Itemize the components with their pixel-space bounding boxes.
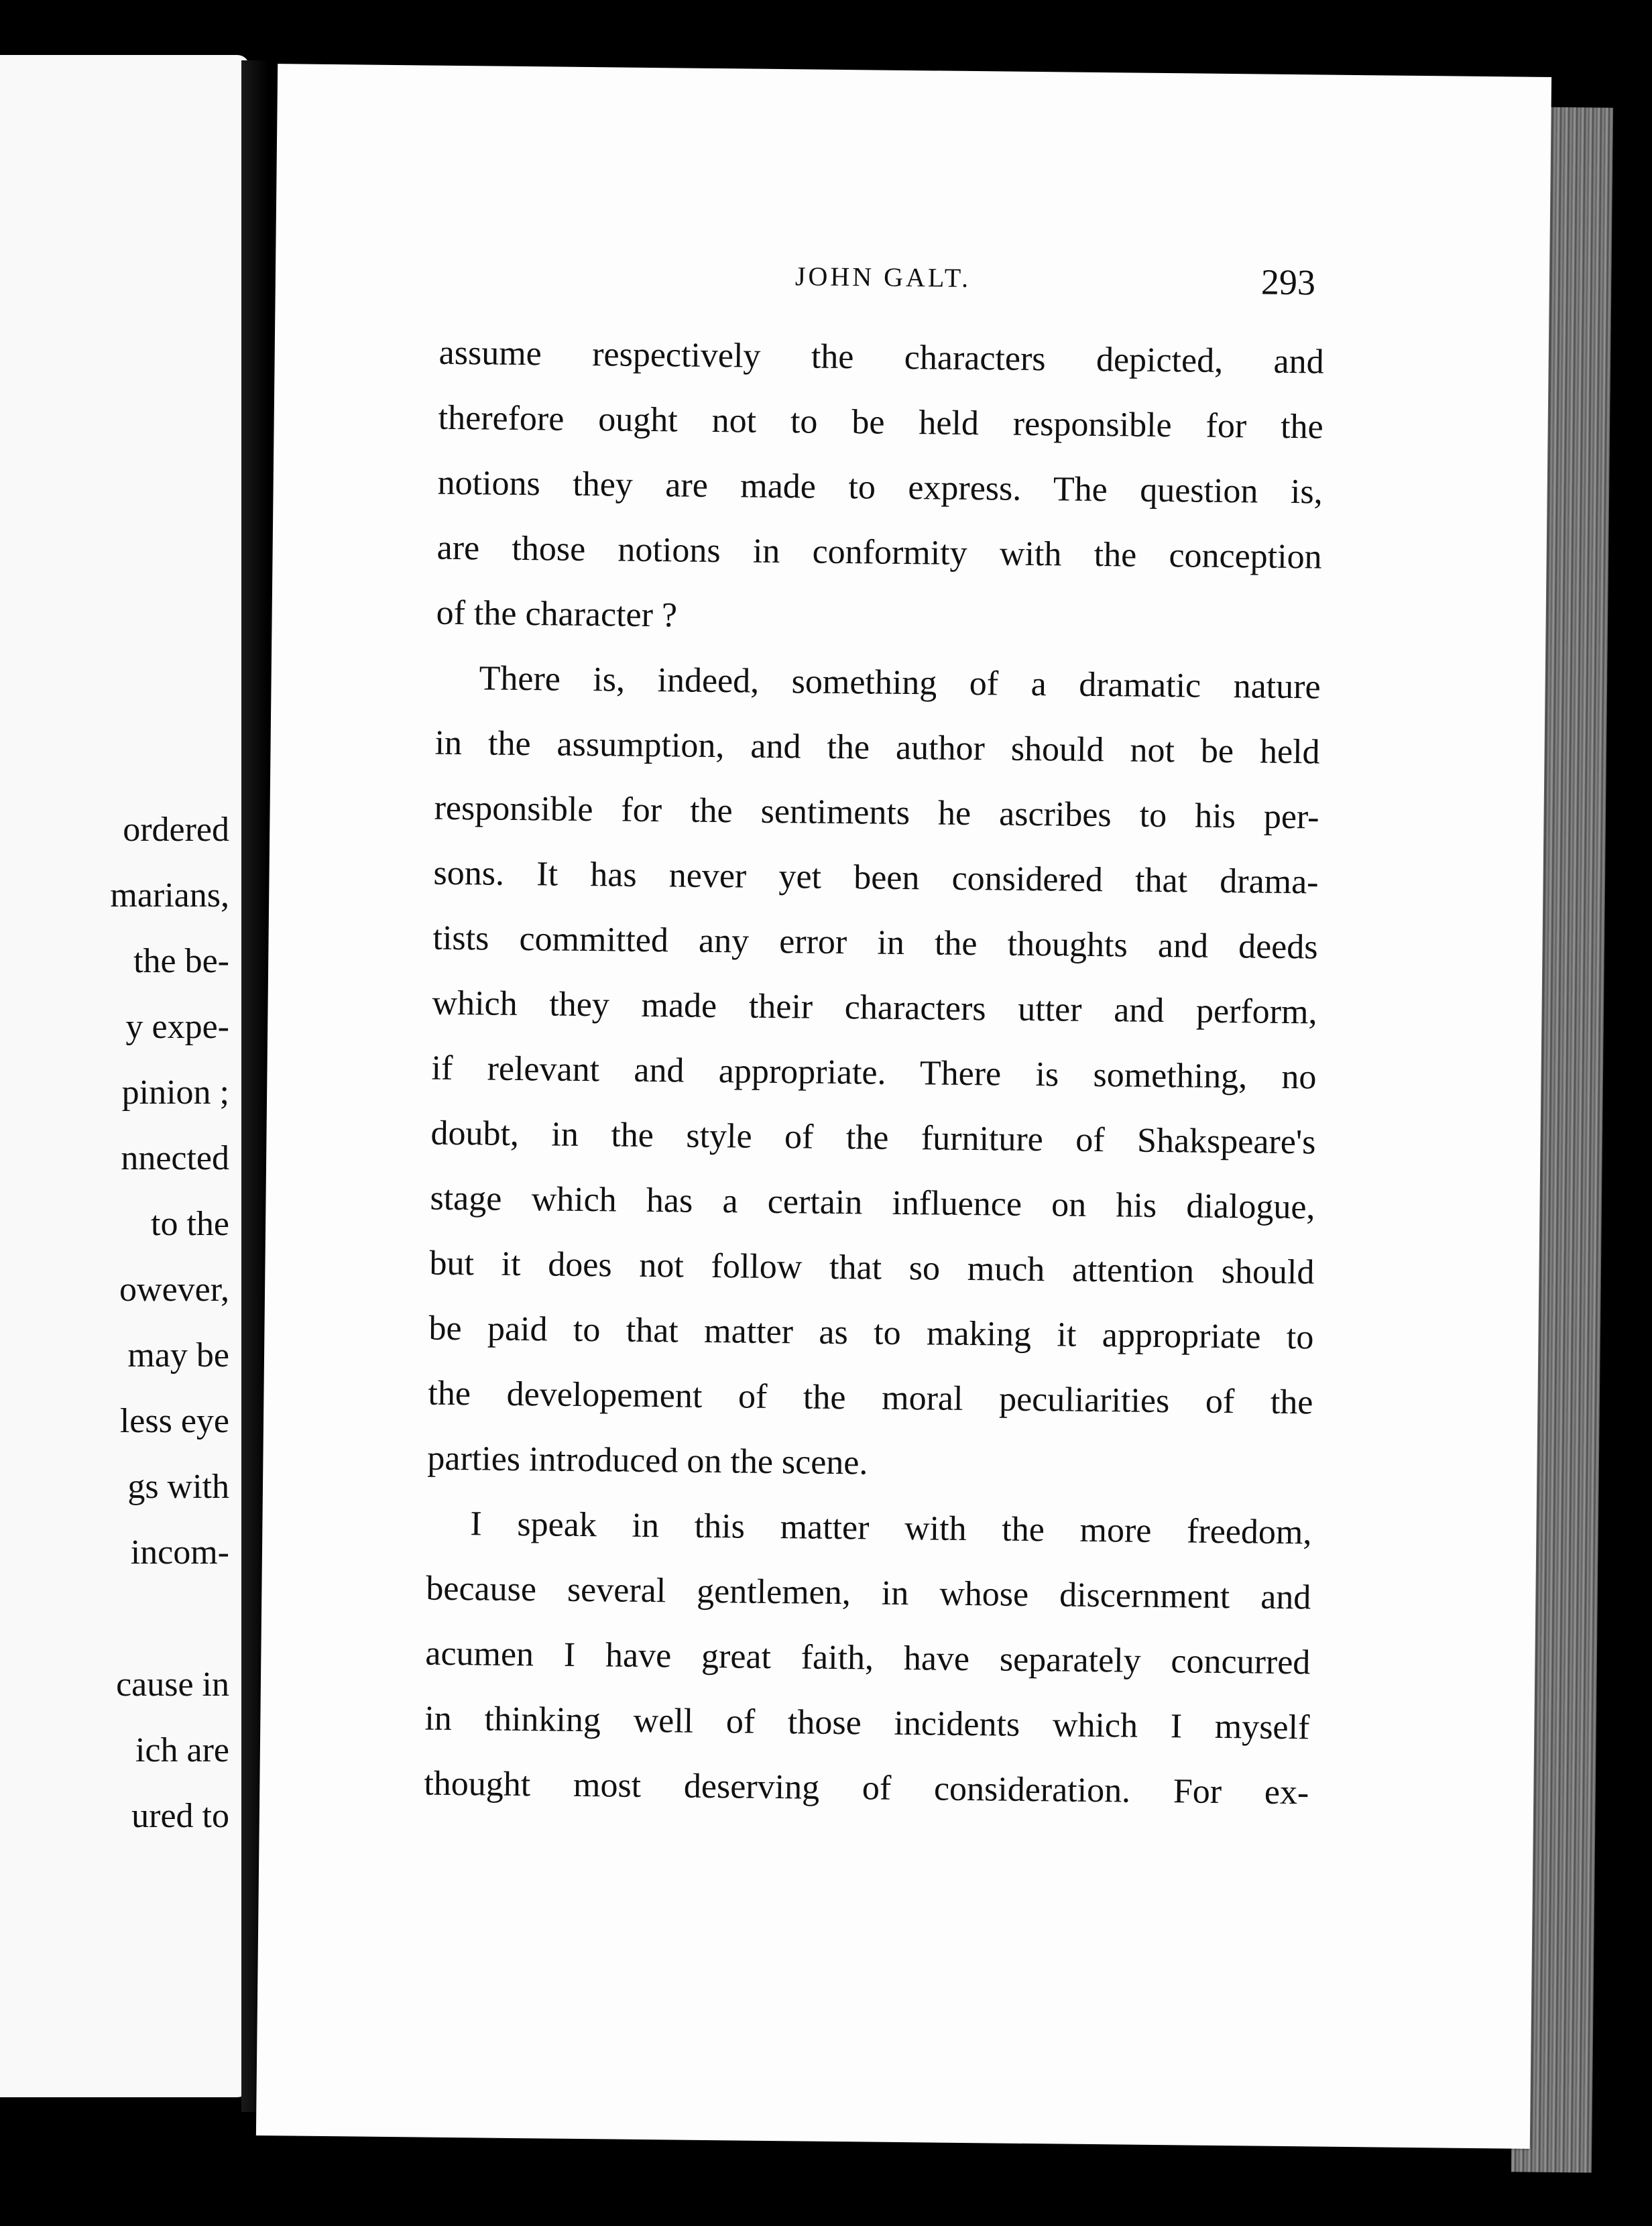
facing-page-fragment: ordered (123, 811, 229, 849)
text-line: parties introduced on the scene. (427, 1439, 868, 1482)
text-line: the developement of the moral peculiarities of the (428, 1374, 1313, 1422)
running-title: JOHN GALT. (794, 261, 971, 293)
facing-page-fragment: ured to (131, 1797, 229, 1835)
text-line: are those notions in conformity with the conception (436, 528, 1322, 577)
facing-page-fragment: pinion ; (121, 1073, 229, 1112)
facing-page-fragment: nnected (121, 1139, 229, 1177)
paragraph-start-line: I speak in this matter with the more freedom, (470, 1505, 1312, 1552)
text-line: but it does not follow that so much attention should (429, 1244, 1315, 1292)
text-line: in the assumption, and the author should not be held (434, 723, 1320, 772)
text-line: sons. It has never yet been considered that drama- (433, 854, 1319, 902)
text-line: of the character ? (436, 593, 678, 635)
text-line: tists committed any error in the thoughts and deeds (432, 919, 1318, 967)
text-line: thought most deserving of consideration. For ex- (424, 1764, 1309, 1812)
facing-page-fragment: marians, (110, 876, 229, 915)
page-number: 293 (1260, 261, 1316, 303)
facing-page-fragment: less eye (119, 1402, 229, 1440)
text-line: therefore ought not to be held responsible for the (438, 398, 1323, 447)
paragraph-start-line: There is, indeed, something of a dramatic nature (479, 659, 1321, 707)
facing-page (0, 55, 249, 2097)
running-head (275, 255, 1549, 322)
facing-page-fragment: y expe- (125, 1008, 229, 1046)
text-line: be paid to that matter as to making it appropriate to (428, 1309, 1314, 1357)
facing-page-fragment: cause in (116, 1665, 229, 1704)
facing-page-fragment: to the (151, 1205, 229, 1243)
text-line: responsible for the sentiments he ascribes to his per- (434, 788, 1319, 837)
facing-page-fragment: ich are (135, 1731, 229, 1769)
facing-page-fragment: the be- (133, 942, 229, 980)
text-line: which they made their characters utter and perform, (432, 984, 1317, 1032)
text-line: notions they are made to express. The question is, (437, 463, 1323, 512)
facing-page-fragment: may be (127, 1336, 229, 1374)
text-line: assume respectively the characters depicted, and (438, 333, 1324, 382)
text-line: in thinking well of those incidents which I myself (424, 1699, 1310, 1747)
facing-page-fragment: incom- (130, 1533, 229, 1572)
text-line: stage which has a certain influence on his dialogue, (430, 1179, 1315, 1227)
text-line: if relevant and appropriate. There is something, no (431, 1049, 1317, 1097)
text-line: because several gentlemen, in whose discernment and (426, 1569, 1311, 1617)
facing-page-fragment: owever, (119, 1271, 229, 1309)
book-page (256, 64, 1551, 2149)
body-text (424, 320, 1324, 1826)
text-line: acumen I have great faith, have separately concurred (425, 1634, 1311, 1682)
text-line: doubt, in the style of the furniture of Shakspeare's (430, 1114, 1316, 1162)
facing-page-fragment: gs with (127, 1468, 229, 1506)
